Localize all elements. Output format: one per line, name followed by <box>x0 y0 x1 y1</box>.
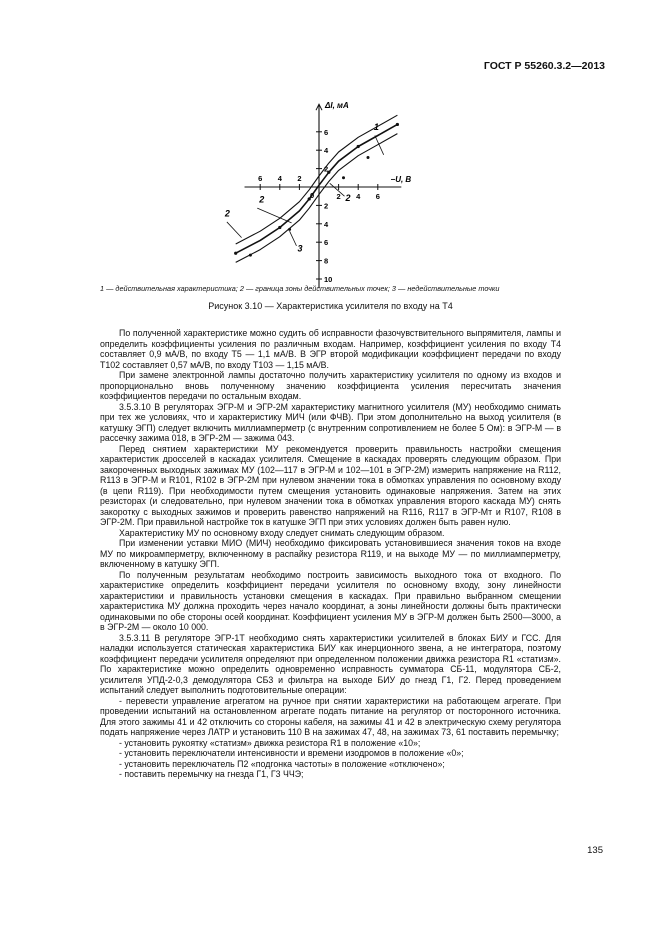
y-tick-label: 6 <box>324 127 329 137</box>
legend-text-1: — действительная характеристика; <box>104 284 240 293</box>
y-tick-label: 2 <box>324 164 329 174</box>
legend-num-3: 3 <box>391 284 396 293</box>
annotation-leader-3 <box>290 231 297 246</box>
chart-curves <box>234 115 399 262</box>
annotation-label-2b: 2 <box>224 208 230 219</box>
invalid-point <box>367 156 370 159</box>
figure-title: Рисунок 3.10 — Характеристика усилителя по входу на Т4 <box>208 301 453 311</box>
page-number: 135 <box>587 845 603 856</box>
y-tick-label: 4 <box>324 146 329 156</box>
paragraph: При замене электронной лампы достаточно получить характеристику усилителя по одному из входов и пропорционально вновь полученному значению коэффициента усиления пересчитать значения коэффициентов передачи по остальным входам. <box>100 370 561 401</box>
annotation-label-3: 3 <box>297 243 303 254</box>
x-tick-label: 2 <box>297 174 302 183</box>
invalid-point <box>249 254 252 257</box>
legend-text-3: — недействительные точки <box>395 284 500 293</box>
x-tick-label: 6 <box>258 174 263 183</box>
annotation-label-1: 1 <box>373 121 379 132</box>
legend-text-2: — граница зоны действительных точек; <box>243 284 392 293</box>
origin-label: 0 <box>310 191 315 200</box>
invalid-point <box>342 176 345 179</box>
y-axis-label: ΔI, мА <box>325 101 349 111</box>
legend-num-1: 1 <box>100 284 105 293</box>
data-point <box>357 145 360 148</box>
annotation-label-2a: 2 <box>259 194 265 205</box>
y-tick-label: 8 <box>324 256 329 266</box>
paragraph: 3.5.3.11 В регуляторе ЭГР-1Т необходимо снять характеристики усилителей в блоках БИУ и ГСС. Для наладки используется статическая характеристика БИУ как инерционного звена, а не интегратора, поэтому коэффициент передачи усилителя определяют при определенном положении движка резистора R1 «статизм». По характеристике можно определить одновременно исправность сумматора СБ-11, модулятора СБ-2, усилителя УПД-2-0,3 демодулятора СБ3 и фильтра на выходе БИУ до гнезд Г1, Г2. Перед проведением испытаний следует выполнить подготовительные операции: <box>100 632 561 695</box>
annotation-leader-2a <box>257 208 291 223</box>
invalid-point <box>288 228 291 231</box>
y-tick-label: 6 <box>324 238 329 248</box>
x-axis-label: −U, В <box>390 175 412 184</box>
paragraph: При изменении уставки МИО (МИЧ) необходимо фиксировать установившиеся значения токов на входе МУ по микроамперметру, включенному в распайку резистора R119, и на выходе МУ — по миллиамперметру, включенному в катушку ЭГП. <box>100 538 561 569</box>
chart-labels <box>224 101 412 284</box>
annotation-leader-2b <box>227 222 242 238</box>
x-tick-label: 6 <box>375 192 380 201</box>
list-item: - установить рукоятку «статизм» движка резистора R1 в положение «10»; <box>119 737 421 748</box>
list-item: - перевести управление агрегатом на ручное при снятии характеристики на работающем агрегате. При проведении испытаний на остановленном агрегате подать питание на регулятор от посторонного источника. Для этого зажимы 41 и 42 отключить со стороны кабеля, на зажимы 41 и 42 в электрическую схему регулятора подать напряжение через ЛАТР и установить 110 В на зажимах 47, 48, на зажимах 73, 61 поставить перемычку; <box>100 695 561 737</box>
annotation-label-2c: 2 <box>345 192 351 203</box>
paragraph: Перед снятием характеристики МУ рекомендуется проверить правильность настройки смещения характеристик дросселей в каскадах усилителя. Смещение в каскадах проверять следующим образом. При закороченных выходных зажимах МУ (102—117 в ЭГР-М и 102—101 в ЭГР-2М) измерить напряжение на R112, R113 в ЭГР-М и R101, R102 в ЭГР-2М при нулевом значении тока в обмотках управления по основному входу (в цепи R119). При необходимости путем смещения установить одинаковые напряжения. Затем на этих резисторах (и следовательно, при нулевом значении тока в обмотках управления второго каскада МУ) снять закоротку с выходных зажимов и проверить равенство напряжений на R116, R117 в ЭГР-Мт и R107, R108 в ЭГР-2М. При правильной настройке ток в катушке ЭГП при этих условиях должен быть равен нулю. <box>100 443 561 527</box>
paragraph: По полученным результатам необходимо построить зависимость выходного тока от входного. По характеристике определить коэффициент передачи усилителя по основному входу, зону линейности характеристики и правильность установки смещения в каскадах. При правильно выбранном смещении характеристика МУ должна проходить через начало координат, а зоны линейности должны быть практически одинаковыми по обе стороны осей координат. Коэффициент усиления МУ в ЭГР-М должен быть 2500—3000, а в ЭГР-2М — около 10 000. <box>100 569 561 632</box>
figure-legend <box>100 284 580 293</box>
list-item: - поставить перемычку на гнезда Г1, Г3 ЧЧЭ; <box>119 769 304 779</box>
y-tick-label: 10 <box>324 275 333 284</box>
body-text <box>100 328 561 780</box>
paragraph: По полученной характеристике можно судить об исправности фазочувствительного выпрямителя, лампы и определить коэффициенты усиления по различным входам. Например, коэффициент усиления по входу Т4 составляет 0,9 мА/В, по входу Т5 — 1,1 мА/В. В ЭГР второй модификации коэффициент передачи по входу Т102 составляет 0,57 мА/В, по входу Т103 — 1,15 мА/В. <box>100 328 561 370</box>
data-point <box>278 226 281 229</box>
data-point <box>234 252 237 255</box>
paragraph: 3.5.3.10 В регуляторах ЭГР-М и ЭГР-2М характеристику магнитного усилителя (МУ) необходимо снимать при тех же условиях, что и характеристику МИЧ (или ФЧВ). При этом дополнительно на выход усилителя (в катушку ЭГП) следует включить миллиамперметр (с внутренним сопротивлением не более 5 Ом): в ЭГР-М — в рассечку зажима 018, в ЭГР-2М — зажима 043. <box>100 401 561 443</box>
data-point <box>396 123 399 126</box>
list-item: - установить переключатели интенсивности и времени изодромов в положение «0»; <box>119 748 464 758</box>
y-tick-label: 2 <box>324 201 329 211</box>
x-tick-label: 4 <box>277 174 282 183</box>
x-tick-label: 4 <box>356 192 361 201</box>
x-tick-label: 2 <box>336 192 341 201</box>
amplifier-characteristic-chart <box>205 82 455 284</box>
legend-num-2: 2 <box>239 284 244 293</box>
paragraph: Характеристику МУ по основному входу следует снимать следующим образом. <box>119 527 445 538</box>
document-header: ГОСТ Р 55260.3.2—2013 <box>483 60 605 72</box>
list-item: - установить переключатель П2 «подгонка частоты» в положение «отключено»; <box>119 758 445 769</box>
y-tick-label: 4 <box>324 219 329 229</box>
